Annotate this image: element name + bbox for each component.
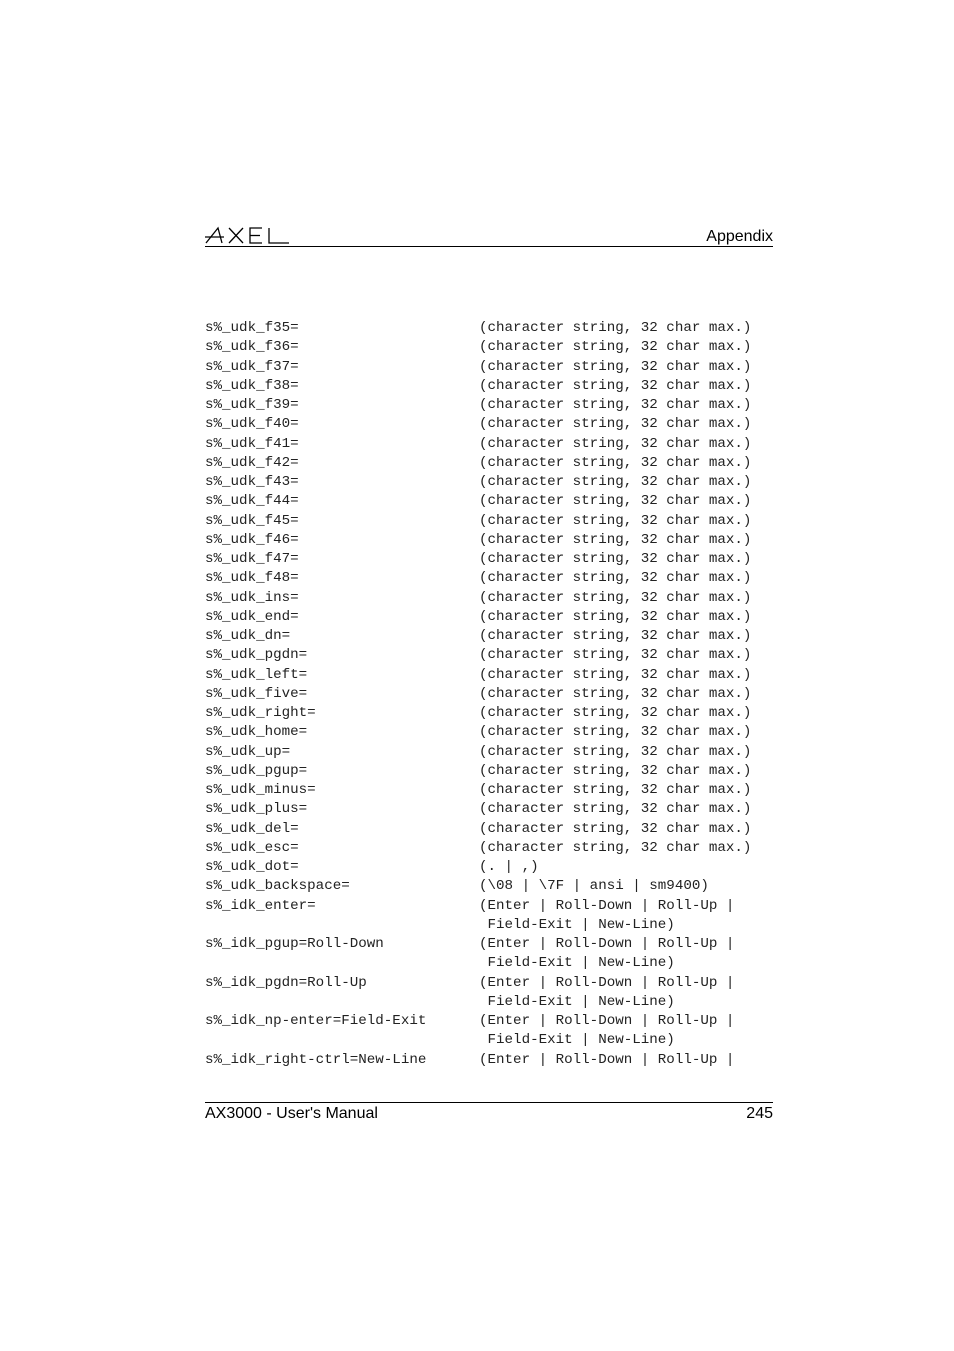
parameter-row [205,319,773,338]
parameter-key: s%_idk_np-enter=Field-Exit [205,1013,427,1029]
parameter-row [205,531,773,550]
parameter-row [205,704,773,723]
parameter-row [205,762,773,781]
parameter-key: s%_udk_f43= [205,474,299,490]
parameter-key: s%_udk_f35= [205,320,299,336]
parameter-row-continuation [205,1031,773,1050]
parameter-value: (\08 | \7F | ansi | sm9400) [479,878,709,895]
parameter-value: (character string, 32 char max.) [479,666,752,683]
parameter-key: s%_idk_pgup=Roll-Down [205,936,384,952]
parameter-value: (Enter | Roll-Down | Roll-Up | [479,1051,735,1068]
parameter-row [205,358,773,377]
parameter-key: s%_udk_f39= [205,397,299,413]
parameter-key: s%_idk_enter= [205,897,316,914]
parameter-row [205,1012,773,1031]
parameter-value: (character string, 32 char max.) [479,724,752,741]
parameter-row [205,589,773,608]
parameter-key: s%_idk_pgdn=Roll-Up [205,974,367,991]
parameter-key: s%_udk_dot= [205,859,299,875]
parameter-key: s%_udk_minus= [205,782,316,798]
parameter-row [205,820,773,839]
parameter-row [205,415,773,434]
parameter-key: s%_udk_del= [205,820,299,837]
parameter-key: s%_idk_right-ctrl=New-Line [205,1051,427,1068]
parameter-row [205,512,773,531]
parameter-row [205,800,773,819]
parameter-row [205,608,773,627]
parameter-row [205,723,773,742]
parameter-value: (character string, 32 char max.) [479,801,752,818]
parameter-value: (Enter | Roll-Down | Roll-Up | [479,936,735,952]
parameter-row [205,1051,773,1070]
parameter-value: (character string, 32 char max.) [479,743,752,760]
parameter-key: s%_udk_f41= [205,435,299,452]
parameter-key: s%_udk_right= [205,705,316,721]
parameter-value: (character string, 32 char max.) [479,551,752,567]
parameter-key: s%_udk_end= [205,608,299,625]
parameter-row [205,935,773,954]
parameter-key: s%_udk_f48= [205,570,299,587]
parameter-key: s%_udk_f44= [205,493,299,510]
config-parameter-list [205,319,773,1070]
parameter-row [205,974,773,993]
parameter-row [205,492,773,511]
parameter-key: s%_udk_ins= [205,589,299,606]
parameter-row [205,839,773,858]
parameter-value: Field-Exit | New-Line) [479,916,675,933]
parameter-key: s%_udk_backspace= [205,878,350,895]
parameter-value: (character string, 32 char max.) [479,839,752,856]
parameter-key: s%_udk_f37= [205,358,299,375]
parameter-value: (character string, 32 char max.) [479,628,752,644]
parameter-row [205,627,773,646]
parameter-key: s%_udk_pgup= [205,762,308,779]
parameter-key: s%_udk_f46= [205,531,299,548]
parameter-row-continuation [205,954,773,973]
parameter-row [205,646,773,665]
parameter-value: (character string, 32 char max.) [479,589,752,606]
parameter-value: (character string, 32 char max.) [479,647,752,664]
parameter-key: s%_udk_f38= [205,377,299,394]
page-footer [205,1102,773,1127]
parameter-value: (character string, 32 char max.) [479,782,752,798]
parameter-value: (character string, 32 char max.) [479,339,752,356]
parameter-row [205,473,773,492]
parameter-row [205,454,773,473]
parameter-key: s%_udk_f45= [205,512,299,529]
parameter-row [205,396,773,415]
parameter-key: s%_udk_dn= [205,628,291,644]
parameter-row [205,338,773,357]
parameter-row [205,685,773,704]
parameter-row [205,858,773,877]
parameter-key: s%_udk_home= [205,724,308,741]
parameter-row-continuation [205,916,773,935]
parameter-value: (character string, 32 char max.) [479,820,752,837]
parameter-value: (character string, 32 char max.) [479,762,752,779]
parameter-value: Field-Exit | New-Line) [479,1032,675,1049]
parameter-value: (character string, 32 char max.) [479,608,752,625]
parameter-row [205,897,773,916]
parameter-value: (. | ,) [479,859,539,875]
parameter-key: s%_udk_f36= [205,339,299,356]
parameter-value: (character string, 32 char max.) [479,397,752,413]
parameter-key: s%_udk_f40= [205,416,299,433]
page-number: 245 [746,1105,773,1122]
parameter-value: (character string, 32 char max.) [479,358,752,375]
parameter-value: (character string, 32 char max.) [479,493,752,510]
parameter-row [205,435,773,454]
parameter-value: (character string, 32 char max.) [479,435,752,452]
parameter-row [205,666,773,685]
parameter-value: (character string, 32 char max.) [479,416,752,433]
parameter-row-continuation [205,993,773,1012]
parameter-key: s%_udk_pgdn= [205,647,308,664]
parameter-row [205,377,773,396]
parameter-value: (character string, 32 char max.) [479,570,752,587]
parameter-value: (character string, 32 char max.) [479,454,752,471]
parameter-row [205,877,773,896]
parameter-row [205,781,773,800]
parameter-key: s%_udk_f47= [205,551,299,567]
parameter-key: s%_udk_five= [205,685,308,702]
parameter-value: (character string, 32 char max.) [479,685,752,702]
parameter-value: (Enter | Roll-Down | Roll-Up | [479,974,735,991]
parameter-value: (character string, 32 char max.) [479,512,752,529]
page-header [205,222,773,247]
parameter-value: (character string, 32 char max.) [479,320,752,336]
parameter-key: s%_udk_plus= [205,801,308,818]
parameter-value: (character string, 32 char max.) [479,705,752,721]
parameter-row [205,550,773,569]
parameter-value: (Enter | Roll-Down | Roll-Up | [479,1013,735,1029]
parameter-value: Field-Exit | New-Line) [479,955,675,972]
header-section-title: Appendix [706,228,773,245]
parameter-key: s%_udk_esc= [205,839,299,856]
parameter-key: s%_udk_up= [205,743,291,760]
parameter-value: (Enter | Roll-Down | Roll-Up | [479,897,735,914]
parameter-value: Field-Exit | New-Line) [479,993,675,1010]
parameter-value: (character string, 32 char max.) [479,474,752,490]
parameter-row [205,743,773,762]
parameter-value: (character string, 32 char max.) [479,377,752,394]
parameter-value: (character string, 32 char max.) [479,531,752,548]
manual-title: AX3000 - User's Manual [205,1105,378,1122]
axel-logo [205,226,291,244]
parameter-key: s%_udk_f42= [205,454,299,471]
parameter-key: s%_udk_left= [205,666,308,683]
parameter-row [205,569,773,588]
